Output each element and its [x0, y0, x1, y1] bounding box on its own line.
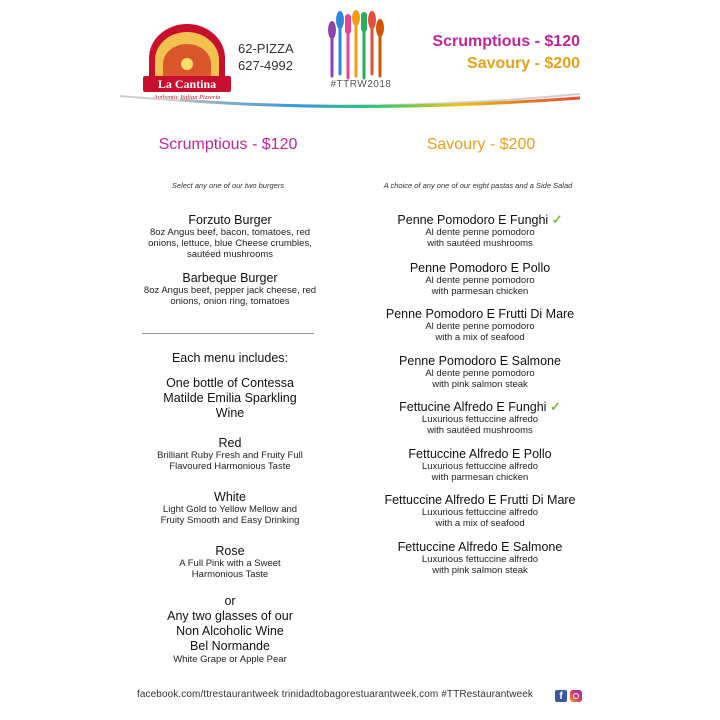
pasta-desc: with parmesan chicken: [431, 472, 529, 483]
pasta-desc: Luxurious fettuccine alfredo: [421, 554, 539, 565]
phone-numbers: [238, 40, 294, 74]
pasta-name: Penne Pomodoro E Salmone: [399, 354, 561, 368]
pasta-desc: Al dente penne pomodoro: [425, 227, 535, 238]
facebook-icon[interactable]: f: [555, 690, 567, 702]
wine-heading-line: One bottle of Contessa: [166, 376, 294, 390]
pasta-name: Penne Pomodoro E Frutti Di Mare: [385, 307, 575, 321]
pasta-item: [360, 213, 600, 249]
pasta-name: Fettuccine Alfredo E Pollo: [408, 447, 552, 461]
savoury-intro: A choice of any one of our eight pastas and a Side Salad: [383, 181, 573, 190]
header-price-savoury: Savoury - $200: [467, 55, 580, 72]
wine-heading-line: Matilde Emilia Sparkling: [163, 391, 297, 405]
ttrw-hashtag: #TTRW2018: [330, 79, 392, 90]
logo-name: La Cantina: [157, 77, 217, 91]
wine-item: [120, 436, 340, 472]
header-price-scrumptious: Scrumptious - $120: [432, 33, 580, 50]
pasta-desc: with sautéed mushrooms: [427, 238, 533, 249]
pasta-item: [360, 354, 600, 390]
pasta-item: [360, 540, 600, 576]
burger-desc: 8oz Angus beef, pepper jack cheese, red: [143, 285, 317, 296]
burger-name: Barbeque Burger: [182, 271, 278, 285]
vegetarian-leaf-icon: ✓: [549, 399, 561, 414]
pasta-name: [360, 213, 600, 227]
pasta-desc: Luxurious fettuccine alfredo: [421, 507, 539, 518]
pasta-name-text: Fettucine Alfredo E Funghi: [399, 400, 547, 414]
alt-drinks: [120, 594, 340, 665]
wine-item: [120, 544, 340, 580]
burger-desc: onions, lettuce, blue Cheese crumbles,: [148, 238, 312, 249]
alt-line: Any two glasses of our: [167, 609, 293, 623]
wine-item: [120, 490, 340, 526]
pasta-item: [350, 493, 610, 529]
instagram-icon[interactable]: [570, 690, 582, 702]
pasta-desc: with sautéed mushrooms: [427, 425, 533, 436]
wine-desc: Flavoured Harmonious Taste: [169, 461, 291, 472]
vegetarian-leaf-icon: ✓: [551, 212, 563, 227]
pasta-desc: Luxurious fettuccine alfredo: [421, 414, 539, 425]
wine-name: Rose: [215, 544, 245, 558]
phone-2: 627-4992: [238, 58, 293, 73]
alt-line: Non Alcoholic Wine: [176, 624, 284, 638]
pasta-desc: Al dente penne pomodoro: [425, 368, 535, 379]
pasta-item: [360, 447, 600, 483]
pasta-desc: Al dente penne pomodoro: [425, 275, 535, 286]
pasta-item: [350, 307, 610, 343]
alt-line: Bel Normande: [190, 639, 270, 653]
wine-heading: [120, 376, 340, 421]
scrumptious-intro: Select any one of our two burgers: [171, 181, 285, 190]
includes-heading: [120, 351, 340, 365]
or-text: or: [224, 594, 236, 608]
section-divider: [142, 333, 314, 334]
wine-name: White: [214, 490, 246, 504]
burger-desc: 8oz Angus beef, bacon, tomatoes, red: [149, 227, 311, 238]
logo-tagline: Authentic Italian Pizzeria: [153, 94, 221, 101]
includes-heading-text: Each menu includes:: [171, 351, 289, 365]
pasta-item: [360, 400, 600, 436]
wine-desc: Harmonious Taste: [191, 569, 269, 580]
pasta-desc: with pink salmon steak: [432, 379, 528, 390]
pasta-desc: with parmesan chicken: [431, 286, 529, 297]
pasta-name: Fettuccine Alfredo E Salmone: [397, 540, 563, 554]
savoury-title: Savoury - $200: [426, 136, 536, 153]
pasta-name: Fettuccine Alfredo E Frutti Di Mare: [384, 493, 576, 507]
alt-desc: White Grape or Apple Pear: [173, 654, 287, 665]
pasta-desc: Luxurious fettuccine alfredo: [421, 461, 539, 472]
burger-desc: onions, onion ring, tomatoes: [170, 296, 290, 307]
wine-desc: Light Gold to Yellow Mellow and: [162, 504, 298, 515]
footer-links: facebook.com/ttrestaurantweek trinidadtobagorestuarantweek.com #TTRestaurantweek: [137, 689, 533, 700]
burger-item: [120, 213, 340, 260]
pasta-name: [360, 400, 600, 414]
scrumptious-title: Scrumptious - $120: [158, 136, 298, 153]
burger-item: [120, 271, 340, 307]
pasta-item: [360, 261, 600, 297]
phone-1: 62-PIZZA: [238, 41, 294, 56]
pasta-desc: with pink salmon steak: [432, 565, 528, 576]
pasta-name: Penne Pomodoro E Pollo: [409, 261, 551, 275]
wine-desc: Brilliant Ruby Fresh and Fruity Full: [157, 450, 303, 461]
pasta-desc: with a mix of seafood: [435, 332, 525, 343]
burger-name: Forzuto Burger: [188, 213, 272, 227]
pasta-desc: Al dente penne pomodoro: [425, 321, 535, 332]
wine-name: Red: [218, 436, 242, 450]
pasta-name-text: Penne Pomodoro E Funghi: [397, 213, 549, 227]
burger-desc: sautéed mushrooms: [186, 249, 274, 260]
wine-desc: A Full Pink with a Sweet: [179, 558, 281, 569]
rainbow-swoosh: [120, 86, 580, 116]
pasta-desc: with a mix of seafood: [435, 518, 525, 529]
wine-desc: Fruity Smooth and Easy Drinking: [160, 515, 300, 526]
wine-heading-line: Wine: [215, 406, 245, 420]
